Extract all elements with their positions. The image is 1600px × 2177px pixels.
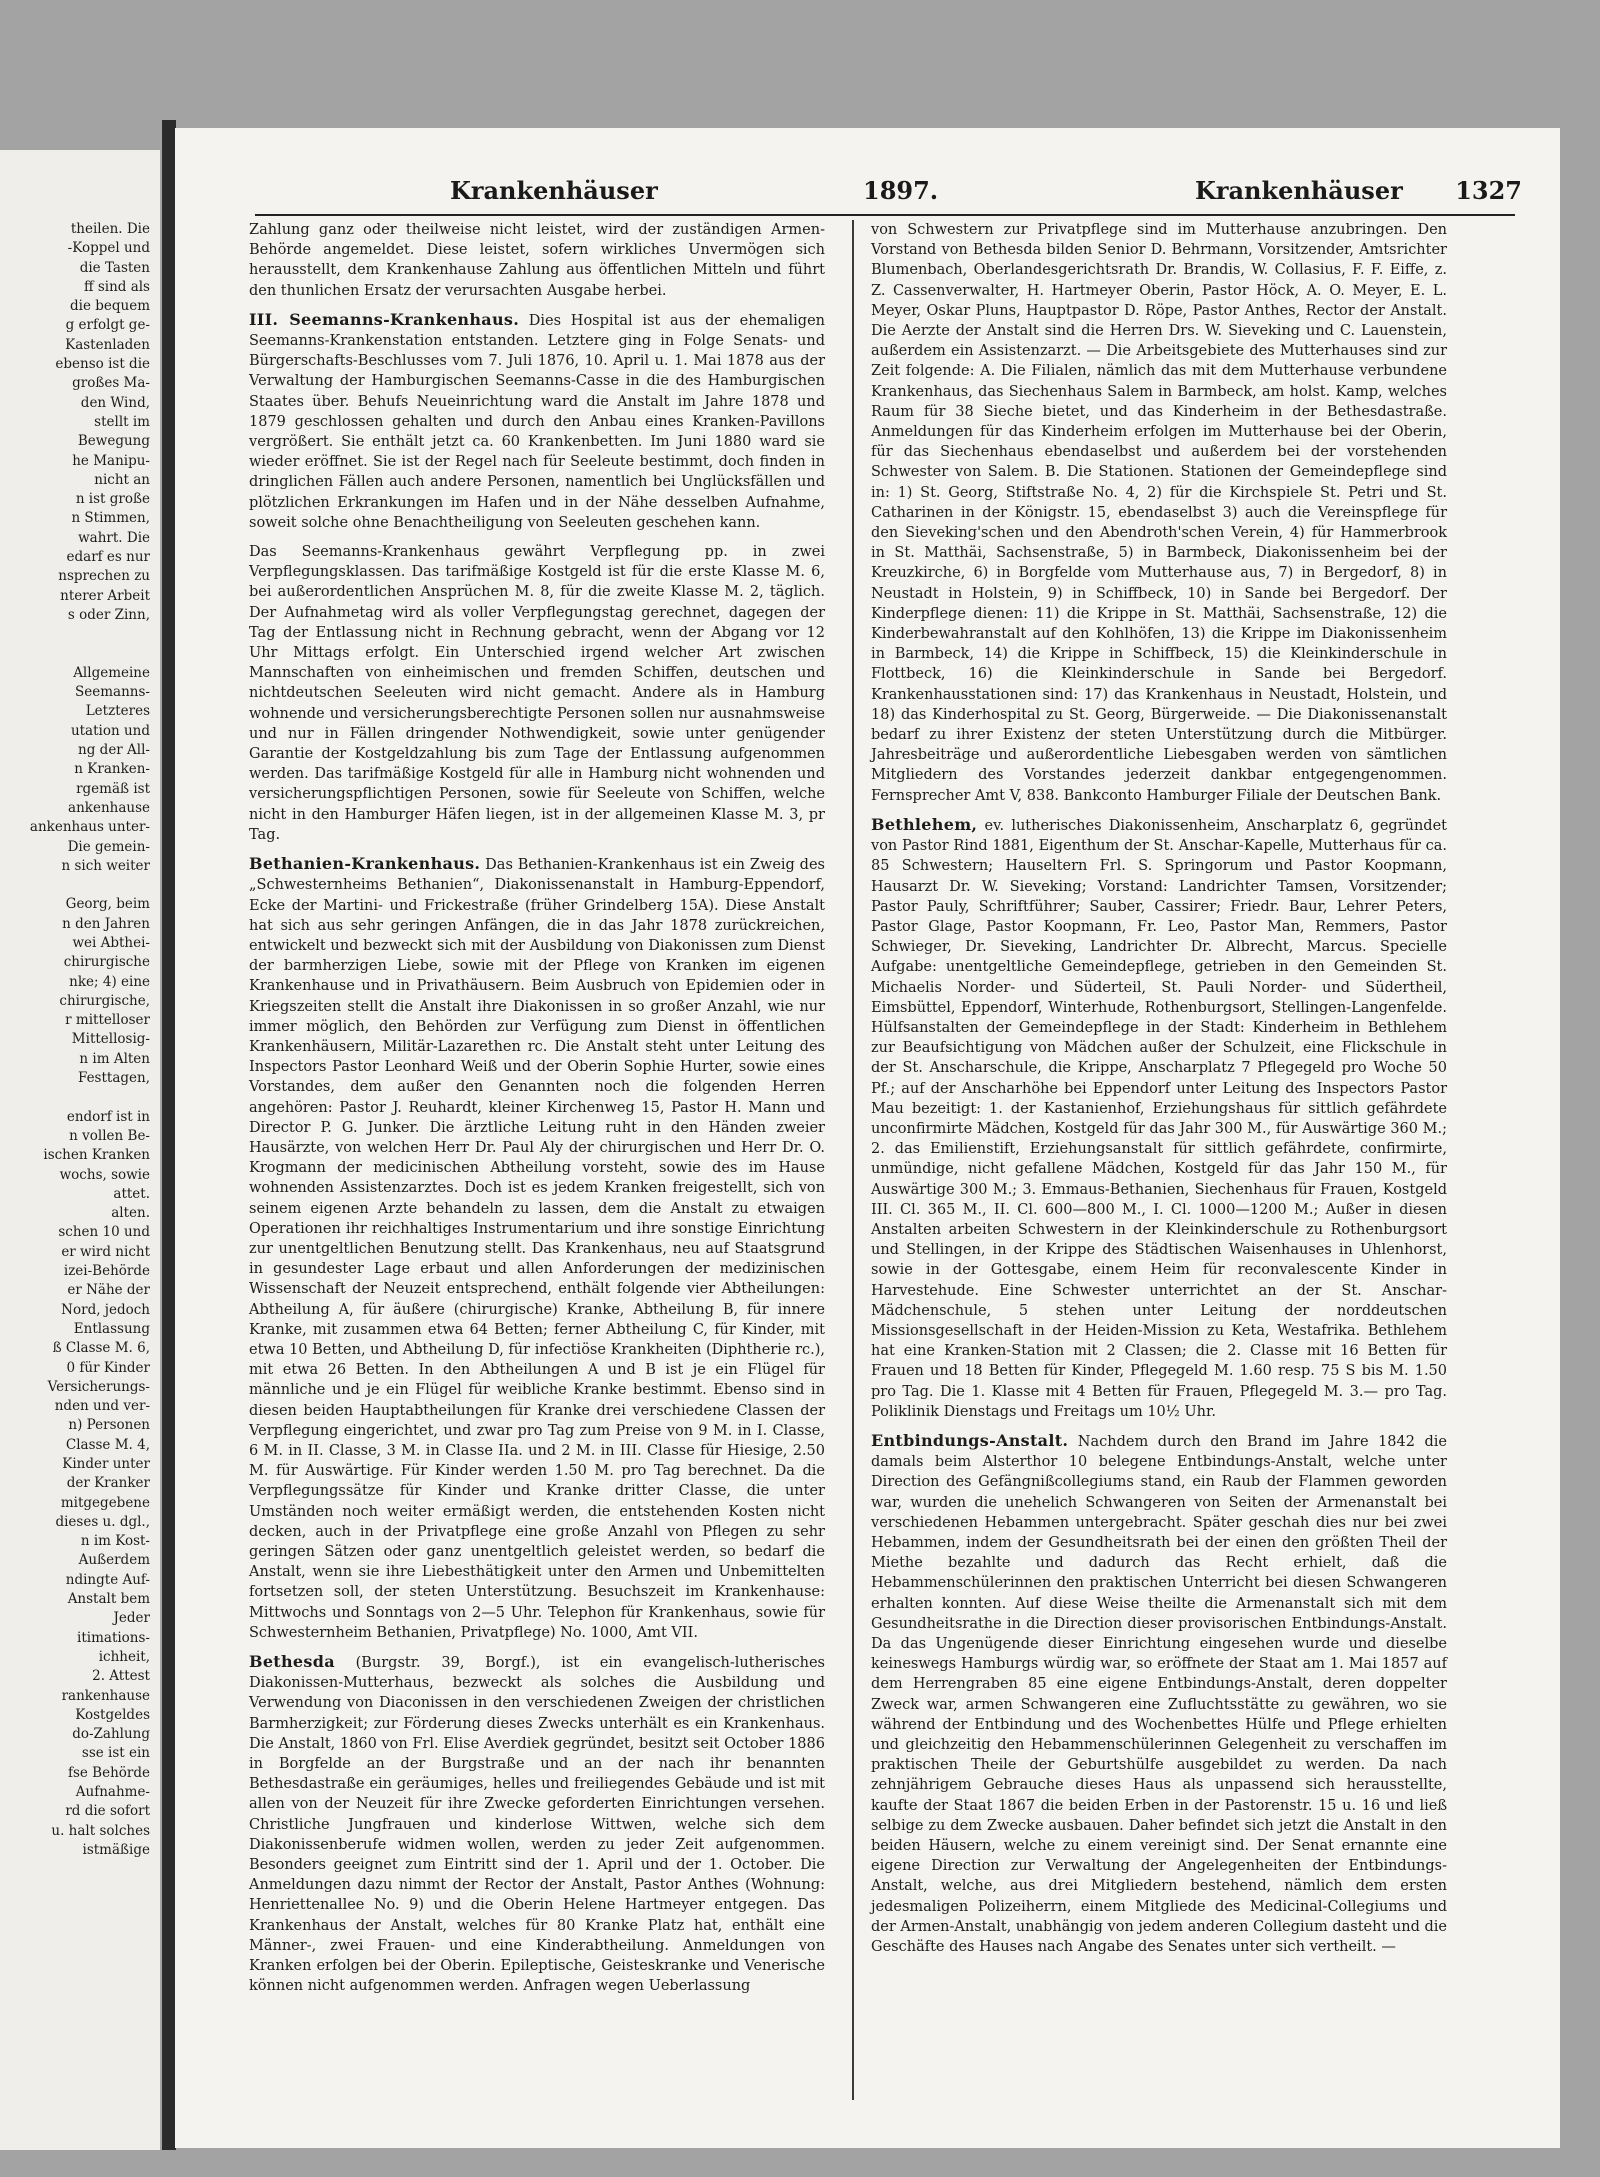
- book-spine: [162, 120, 176, 2150]
- facing-line: n) Personen: [68, 1417, 150, 1434]
- facing-line: attet.: [113, 1185, 150, 1202]
- facing-line: ischen Kranken: [43, 1147, 150, 1164]
- facing-line: utation und: [70, 722, 150, 739]
- running-header: [175, 176, 1560, 216]
- paragraph-seemanns: [249, 310, 825, 533]
- facing-line: Entlassung: [73, 1320, 150, 1337]
- paragraph-text: Nachdem durch den Brand im Jahre 1842 die damals beim Alsterthor 10 belegene Entbindungs-Anstalt, welche unter Direction des Gefängnißcollegiums stand, ein Raub der Flammen geworden war, wurden die unehelich Schwangeren von Seiten der Armenanstalt bei verschiedenen Hebammen untergebracht. Später geschah dies nur bei zwei Hebammen, indem der Gesundheitsrath bei der einen den größten Theil der Miethe bezahlte und dadurch das Recht erhielt, daß die Hebammenschülerinnen den praktischen Unterricht bei diesen Schwangeren erhalten konnten. Auf diese Weise theilte die Armenanstalt sich mit dem Gesundheitsrathe in die Direction dieser provisorischen Entbindungs-Anstalt. Da das Ungenügende dieser Einrichtung eingesehen wurde und dieselbe keineswegs Hamburgs würdig war, so eröffnete der Staat am 1. Mai 1857 auf dem Herrengraben 85 eine eigene Entbindungs-Anstalt, deren doppelter Zweck war, armen Schwangeren eine Zufluchtsstätte zu gewähren, wo sie während der Entbindung und des Wochenbettes Hülfe und Pflege erhielten und gleichzeitig den Hebammenschülerinnen Gelegenheit zu verschaffen im praktischen Theile der Geburtshülfe ausgebildet zu werden. Da nach zehnjährigem Gebrauche dieses Haus als unpassend sich herausstellte, kaufte der Staat 1867 die beiden Erben in der Pastorenstr. 15 u. 16 und ließ selbige zu dem Zwecke ausbauen. Daher befindet sich jetzt die Anstalt in den beiden Häusern, welche zu einem vereinigt sind. Der Senat ernannte eine eigene Direction zur Verwaltung der Angelegenheiten der Entbindungs-Anstalt, welche, aus drei Mitgliedern bestehend, nämlich dem ersten jedesmaligen Polizeiherrn, einem Mitgliede des Medicinal-Collegiums und der Armen-Anstalt, unabhängig von jedem anderen Collegium dasteht und die Geschäfte des Hauses nach Angabe des Senates unter sich vertheilt. —: [871, 1433, 1447, 1956]
- section-heading: Entbindungs-Anstalt.: [871, 1430, 1069, 1450]
- facing-line: r mittelloser: [65, 1012, 150, 1029]
- facing-line: itimations-: [77, 1629, 150, 1646]
- page-number: 1327: [1455, 176, 1522, 205]
- facing-line: [0, 645, 150, 664]
- paragraph-text: Dies Hospital ist aus der ehemaligen Seemanns-Krankenstation entstanden. Letztere ging in Folge Senats- und Bürgerschafts-Beschlusses vom 7. Juli 1876, 10. April u. 1. Mai 1878 aus der Verwaltung der Hamburgischen Seemanns-Casse in die des Hamburgischen Staates über. Behufs Neueinrichtung ward die Anstalt im Jahre 1878 und 1879 geschlossen gehalten und durch den Anbau eines Kranken-Pavillons vergrößert. Sie enthält jetzt ca. 60 Krankenbetten. Im Juni 1880 ward sie wieder eröffnet. Sie ist der Regel nach für Seeleute bestimmt, doch finden in dringlichen Fällen auch andere Personen, namentlich bei Unglücksfällen und plötzlichen Erkrankungen im Hafen und in der Nähe desselben Aufnahme, soweit solche ohne Benachtheiligung von Seeleuten geschehen kann.: [249, 312, 826, 531]
- paragraph-text: (Burgstr. 39, Borgf.), ist ein evangelisch-lutherisches Diakonissen-Mutterhaus, bezweckt als solches die Ausbildung und Verwendung von Diaconissen in den verschiedenen Zweigen der christlichen Barmherzigkeit; zur Förderung dieses Zwecks unterhält es ein Krankenhaus. Die Anstalt, 1860 von Frl. Elise Averdiek gegründet, besitzt seit October 1886 in Borgfelde an der Burgstraße und an der nach ihr benannten Bethesdastraße ein geräumiges, helles und freiliegendes Gebäude und ist mit allen von der Neuzeit für ihre Zwecke geforderten Einrichtungen versehen. Christliche Jungfrauen und kinderlose Wittwen, welche sich dem Diakonissenberufe widmen wollen, werden zu jeder Zeit aufgenommen. Besonders geeignet zum Eintritt sind der 1. April und der 1. October. Die Anmeldungen dazu nimmt der Rector der Anstalt, Pastor Anthes (Wohnung: Henriettenallee No. 9) und die Oberin Helene Hartmeyer entgegen. Das Krankenhaus der Anstalt, welches für 80 Kranke Platz hat, enthält eine Männer-, zwei Frauen- und eine Kinderabtheilung. Anmeldungen von Kranken erfolgen bei der Oberin. Epileptische, Geisteskranke und Venerische können nicht aufgenommen werden. Anfragen wegen Ueberlassung: [249, 1655, 825, 1995]
- facing-line: Kastenladen: [65, 336, 150, 353]
- facing-line: Georg, beim: [65, 896, 150, 913]
- facing-line: edarf es nur: [66, 549, 150, 566]
- facing-line: ankenhaus unter-: [29, 819, 150, 836]
- column-left: [249, 220, 825, 2005]
- facing-line: er wird nicht: [61, 1243, 150, 1260]
- facing-line: n im Alten: [79, 1050, 150, 1067]
- facing-line: n Kranken-: [74, 761, 150, 778]
- paragraph-text: von Schwestern zur Privatpflege sind im Mutterhause anzubringen. Den Vorstand von Bethesda bilden Senior D. Behrmann, Vorsitzender, Amtsrichter Blumenbach, Oberlandesgerichtsrath Dr. Brandis, W. Collasius, F. F. Eiffe, z. Z. Cassenverwalter, H. Hartmeyer Oberin, Pastor Höck, A. O. Meyer, E. L. Meyer, Oskar Pluns, Hauptpastor D. Röpe, Pastor Anthes, Rector der Anstalt. Die Aerzte der Anstalt sind die Herren Drs. W. Sieveking und C. Lauenstein, außerdem ein Assistenzarzt. — Die Arbeitsgebiete des Mutterhauses sind zur Zeit folgende: A. Die Filialen, nämlich das mit dem Mutterhause verbundene Krankenhaus, das Siechenhaus Salem in Barmbeck, am holst. Kamp, welches Raum für 38 Sieche bietet, und das Kinderheim in der Bethesdastraße. Anmeldungen für das Kinderheim erfolgen im Mutterhause bei der Oberin, für das Siechenhaus ebendaselbst und außerdem bei der vorstehenden Schwester von Salem. B. Die Stationen. Stationen der Gemeindepflege sind in: 1) St. Georg, Stiftstraße No. 4, 2) für die Kirchspiele St. Petri und St. Catharinen in der Königstr. 15, ebendaselbst 3) auch die Vereinspflege für den Sieveking'schen und den Abendroth'schen Verein, 4) für Hammerbrook in St. Matthäi, Sachsenstraße, 5) in Barmbeck, Diakonissenheim bei der Kreuzkirche, 6) in Borgfelde vom Mutterhause aus, 7) in Bergedorf, 8) in Neustadt in Holstein, 9) in Schiffbeck, 10) in Sande bei Bergedorf. Der Kinderpflege dienen: 11) die Krippe in St. Matthäi, Sachsenstraße, 12) die Kinderbewahranstalt auf den Kohlhöfen, 13) die Krippe im Diakonissenheim in Barmbeck, 14) die Krippe in Schiffbeck, 15) die Kleinkinderschule in Flottbeck, 16) die Kleinkinderschule in Sande bei Bergedorf. Krankenhausstationen sind: 17) das Krankenhaus in Neustadt, Holstein, und 18) das Kinderhospital zu St. Georg, Bürgerweide. — Die Diakonissenanstalt bedarf zu ihrer Existenz der steten Unterstützung durch die Mitbürger. Jahresbeiträge und außerordentliche Liebesgaben werden von sämtlichen Mitgliedern des Vorstandes jederzeit dankbar entgegengenommen. Fernsprecher Amt V, 838. Bankconto Hamburger Filiale der Deutschen Bank.: [871, 222, 1447, 804]
- facing-line: [0, 1088, 150, 1107]
- facing-line: Classe M. 4,: [65, 1436, 150, 1453]
- facing-line: wahrt. Die: [78, 529, 150, 546]
- facing-line: 0 für Kinder: [66, 1359, 150, 1376]
- facing-line: n den Jahren: [62, 915, 150, 932]
- facing-line: den Wind,: [80, 394, 150, 411]
- facing-line: fse Behörde: [67, 1764, 150, 1781]
- paragraph-bethlehem: [871, 815, 1447, 1422]
- facing-line: stellt im: [94, 413, 150, 430]
- facing-line: n vollen Be-: [69, 1127, 150, 1144]
- paragraph-bethanien: [249, 854, 825, 1643]
- facing-line: [0, 876, 150, 895]
- facing-line: alten.: [111, 1205, 150, 1222]
- facing-line: Bewegung: [77, 433, 150, 450]
- facing-line: ankenhause: [68, 799, 150, 816]
- facing-line: nsprechen zu: [58, 568, 150, 585]
- facing-line: ichheit,: [98, 1648, 150, 1665]
- facing-line: [0, 625, 150, 644]
- facing-line: rd die sofort: [65, 1803, 150, 1820]
- facing-line: Kostgeldes: [75, 1706, 150, 1723]
- facing-line: chirurgische,: [59, 992, 150, 1009]
- facing-line: nke; 4) eine: [69, 973, 150, 990]
- section-heading: III. Seemanns-Krankenhaus.: [249, 309, 520, 329]
- facing-line: chirurgische: [63, 954, 150, 971]
- section-heading: Bethlehem,: [871, 814, 978, 834]
- facing-line: s oder Zinn,: [67, 606, 150, 623]
- facing-line: nicht an: [94, 471, 150, 488]
- facing-line: Außerdem: [78, 1552, 150, 1569]
- paragraph-text: Das Bethanien-Krankenhaus ist ein Zweig des „Schwesternheims Bethanien“, Diakonissenanstalt in Hamburg-Eppendorf, Ecke der Martini- und Frickestraße (früher Grindelberg 15A). Diese Anstalt hat sich aus sehr geringen Anfängen, die in das Jahr 1878 zurückreichen, entwickelt und bezweckt sich mit der Ausbildung von Diakonissen zum Dienst der barmherzigen Liebe, sowie mit der Pflege von Kranken im eigenen Krankenhause und in Privathäusern. Beim Ausbruch von Epidemien oder in Kriegszeiten stellt die Anstalt ihre Diakonissen in so großer Anzahl, wie nur immer möglich, den Behörden zur Verfügung zum Dienst in öffentlichen Krankenhäusern, Militär-Lazarethen rc. Die Anstalt steht unter Leitung des Inspectors Pastor Leonhard Weiß und der Oberin Sophie Hurter, sowie eines Vorstandes, dem außer den Genannten noch die folgenden Herren angehören: Pastor J. Reuhardt, kleiner Kirchenweg 15, Pastor H. Mann und Director P. G. Junker. Die ärztliche Leitung ruht in den Händen zweier Hausärzte, von welchen Herr Dr. Paul Aly der chirurgischen und Herr Dr. O. Krogmann der medicinischen Abtheilung vorsteht, sowie des im Hause wohnenden Assistenzarztes. Doch ist es jedem Kranken freigestellt, sich von seinem eigenen Arzte behandeln zu lassen, dem die Anstalt zu etwaigen Operationen ihr reichhaltiges Instrumentarium und ihre sonstige Einrichtung zur unentgeltlichen Benutzung stellt. Das Krankenhaus, neu auf Staatsgrund in gesundester Lage erbaut und allen Anforderungen der medizinischen Wissenschaft der Neuzeit entsprechend, enthält folgende vier Abtheilungen: Abtheilung A, für äußere (chirurgische) Kranke, Abtheilung B, für innere Kranke, mit zusammen etwa 64 Betten; ferner Abtheilung C, für Kinder, mit etwa 10 Betten, und Abtheilung D, für infectiöse Krankheiten (Diphtherie rc.), mit etwa 26 Betten. In den Abtheilungen A und B ist je ein Flügel für männliche und je ein Flügel für weibliche Kranke bestimmt. Ebenso sind in diesen beiden Hauptabtheilungen für Kranke drei verschiedene Classen der Verpflegung eingerichtet, und zwar pro Tag zum Preise von 9 M. in I. Classe, 6 M. in II. Classe, 3 M. in Classe IIa. und 2 M. in III. Classe für Hiesige, 2.50 M. für Auswärtige. Für Kinder werden 1.50 M. pro Tag berechnet. Da die Verpflegungssätze für Kinder und Kranke dritter Classe, die unter Umständen noch weiter ermäßigt werden, die entstehenden Kosten nicht decken, auch in der Privatpflege eine große Anzahl von Pflegen zu sehr geringen Sätzen oder ganz unentgeltlich geleistet werden, so bedarf die Anstalt, wenn sie ihre Liebesthätigkeit unter den Armen und Unbemittelten fortsetzen soll, der steten Unterstützung. Besuchszeit im Krankenhause: Mittwochs und Sonntags von 2—5 Uhr. Telephon für Krankenhaus, sowie für Schwesternheim Bethanien, Privatpflege) No. 1000, Amt VII.: [249, 857, 825, 1641]
- facing-line: -Koppel und: [67, 240, 150, 257]
- facing-line: Jeder: [113, 1610, 150, 1627]
- facing-line: Seemanns-: [75, 684, 150, 701]
- facing-line: do-Zahlung: [72, 1726, 150, 1743]
- facing-line: mitgegebene: [60, 1494, 150, 1511]
- facing-line: n ist große: [75, 491, 150, 508]
- facing-line: he Manipu-: [72, 452, 150, 469]
- header-year: 1897.: [863, 176, 939, 205]
- facing-line: die bequem: [70, 298, 150, 315]
- facing-line: ff sind als: [83, 278, 150, 295]
- paragraph-bethesda: [249, 1652, 825, 1996]
- facing-line: istmäßige: [82, 1841, 150, 1858]
- paragraph-entbindung: [871, 1431, 1447, 1957]
- section-heading: Bethanien-Krankenhaus.: [249, 854, 481, 874]
- paragraph-text: Das Seemanns-Krankenhaus gewährt Verpflegung pp. in zwei Verpflegungsklassen. Das tarifmäßige Kostgeld ist für die erste Klasse M. 6, bei außerordentlichen Ansprüchen M. 8, für die zweite Klasse M. 2, täglich. Der Aufnahmetag wird als voller Verpflegungstag gerechnet, dagegen der Tag der Entlassung nicht in Rechnung gebracht, wenn der Abgang vor 12 Uhr Mittags erfolgt. Ein Unterschied irgend welcher Art zwischen Mannschaften von einheimischen und fremden Schiffen, deutschen und nichtdeutschen Seeleuten wird nicht gemacht. Andere als in Hamburg wohnende und versicherungsberechtigte Personen sollen nur ausnahmsweise und nur in Fällen dringender Nothwendigkeit, sowie unter genügender Garantie der Kostgeldzahlung bis zum Tage der Entlassung aufgenommen werden. Das tarifmäßige Kostgeld für alle in Hamburg nicht wohnenden und versicherungspflichtigen Personen, sowie für Seeleute von Schiffen, welche nicht in den Hamburger Häfen liegen, ist in der allgemeinen Klasse M. 3, pr Tag.: [249, 544, 825, 843]
- facing-line: u. halt solches: [51, 1822, 150, 1839]
- facing-line: dieses u. dgl.,: [55, 1513, 150, 1530]
- paragraph: [249, 542, 825, 845]
- paragraph-text: Zahlung ganz oder theilweise nicht leistet, wird der zuständigen Armen-Behörde angemeldet. Diese leistet, sofern wirkliches Unvermögen sich herausstellt, dem Krankenhause Zahlung aus öffentlichen Mitteln und führt den thunlichen Ersatz der verursachten Ausgabe herbei.: [249, 222, 825, 299]
- paragraph: [249, 220, 825, 301]
- facing-line: wochs, sowie: [59, 1166, 150, 1183]
- facing-line: wei Abthei-: [72, 934, 150, 951]
- facing-line: endorf ist in: [66, 1108, 150, 1125]
- facing-line: rgemäß ist: [76, 780, 150, 797]
- facing-line: der Kranker: [66, 1475, 150, 1492]
- header-rule: [255, 214, 1515, 216]
- facing-line: ebenso ist die: [55, 356, 150, 373]
- document-page: [175, 128, 1560, 2148]
- facing-page-fragment: [0, 150, 160, 2150]
- facing-line: Anstalt bem: [67, 1591, 150, 1608]
- facing-line: Festtagen,: [77, 1070, 150, 1087]
- facing-line: nterer Arbeit: [60, 587, 150, 604]
- facing-line: schen 10 und: [58, 1224, 150, 1241]
- facing-page-text: [0, 220, 150, 1860]
- facing-line: ndingte Auf-: [65, 1571, 150, 1588]
- facing-line: n sich weiter: [61, 857, 150, 874]
- facing-line: izei-Behörde: [63, 1263, 150, 1280]
- facing-line: Die gemein-: [67, 838, 150, 855]
- facing-line: n Stimmen,: [71, 510, 150, 527]
- facing-line: g erfolgt ge-: [65, 317, 150, 334]
- header-left-title: Krankenhäuser: [450, 176, 658, 205]
- facing-line: sse ist ein: [81, 1745, 150, 1762]
- facing-line: theilen. Die: [70, 221, 150, 237]
- facing-line: Allgemeine: [73, 664, 150, 681]
- section-heading: Bethesda: [249, 1652, 335, 1672]
- facing-line: Mittellosig-: [71, 1031, 150, 1048]
- facing-line: ng der All-: [78, 742, 150, 759]
- facing-line: 2. Attest: [92, 1668, 150, 1685]
- facing-line: großes Ma-: [72, 375, 150, 392]
- facing-line: Kinder unter: [62, 1456, 150, 1472]
- facing-line: n im Kost-: [80, 1533, 150, 1550]
- facing-line: rankenhause: [61, 1687, 150, 1704]
- facing-line: er Nähe der: [67, 1282, 150, 1299]
- facing-line: ß Classe M. 6,: [52, 1340, 150, 1357]
- facing-line: Versicherungs-: [47, 1378, 150, 1395]
- facing-line: Nord, jedoch: [61, 1301, 150, 1318]
- facing-line: Letzteres: [85, 703, 150, 720]
- column-right: [871, 220, 1447, 1966]
- facing-line: nden und ver-: [54, 1398, 150, 1415]
- paragraph-text: ev. lutherisches Diakonissenheim, Anscharplatz 6, gegründet von Pastor Rind 1881, Eigenthum der St. Anschar-Kapelle, Mutterhaus für ca. 85 Schwestern; Hauseltern Frl. S. Springorum und Pastor Koopmann, Hausarzt Dr. W. Sieveking; Vorstand: Landrichter Tamsen, Vorsitzender; Pastor Pauly, Schriftführer; Sauber, Cassirer; Friedr. Baur, Lehrer Peters, Pastor Glage, Pastor Koopmann, Fr. Leo, Pastor Man, Remmers, Pastor Schwieger, Dr. Sieveking, Landrichter Dr. Albrecht, Marcus. Specielle Aufgabe: unentgeltliche Gemeindepflege, getrieben in den Gemeinden St. Michaelis Norder- und Süderteil, St. Pauli Norder- und Südertheil, Eimsbüttel, Eppendorf, Winterhude, Rothenburgsort, Stellingen-Langenfelde. Hülfsanstalten der Gemeindepflege in der Stadt: Kinderheim in Bethlehem zur Beaufsichtigung von Mädchen außer der Schulzeit, eine Flickschule in der St. Anscharschule, die Krippe, Anscharplatz 7 Pflegegeld pro Woche 50 Pf.; auf der Anscharhöhe bei Eppendorf unter Leitung des Inspectors Pastor Mau bezeitigt: 1. der Kastanienhof, Erziehungshaus für sittlich gefährdete unconfirmirte Mädchen, Kostgeld für das Jahr 300 M., für Auswärtige 360 M.; 2. das Emilienstift, Erziehungsanstalt für sittlich gefährdete, confirmirte, unmündige, nicht gefallene Mädchen, Kostgeld für das Jahr 150 M., für Auswärtige 300 M.; 3. Emmaus-Bethanien, Siechenhaus für Frauen, Kostgeld III. Cl. 365 M., II. Cl. 600—800 M., I. Cl. 1000—1200 M.; Außer in diesen Anstalten arbeiten Schwestern in der Kleinkinderschule zu Rothenburgsort und Stellingen, in der Krippe des Städtischen Waisenhauses in Uhlenhorst, sowie in der Gottesgabe, einem Heim für reconvalescente Kinder in Harvestehude. Eine Schwester unterrichtet an der St. Anschar-Mädchenschule, 5 stehen unter Leitung der norddeutschen Missionsgesellschaft in der Heiden-Mission zu Keta, Westafrika. Bethlehem hat eine Kranken-Station mit 2 Classen; die 2. Classe mit 16 Betten für Frauen und 18 Betten für Kinder, Pflegegeld M. 1.60 resp. 75 S bis M. 1.50 pro Tag. Die 1. Klasse mit 4 Betten für Frauen, Pflegegeld M. 3.— pro Tag. Poliklinik Dienstags und Freitags um 10½ Uhr.: [871, 817, 1447, 1420]
- header-right-title: Krankenhäuser: [1195, 176, 1403, 205]
- column-divider: [852, 220, 854, 2100]
- paragraph: [871, 220, 1447, 806]
- facing-line: Aufnahme-: [75, 1784, 150, 1801]
- facing-line: die Tasten: [79, 259, 150, 276]
